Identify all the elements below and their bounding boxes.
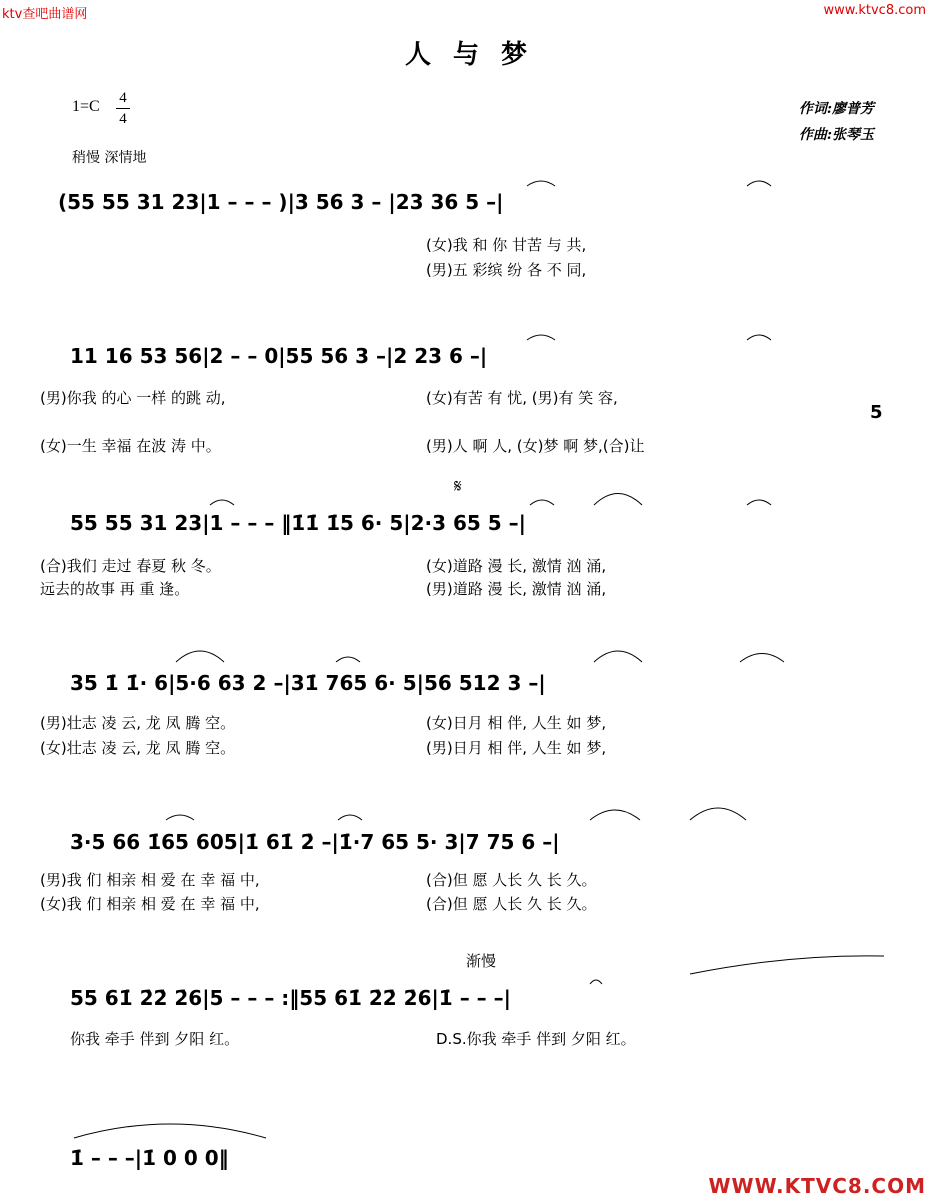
row4-lyric-right-2: (男)日月 相 伴, 人生 如 梦, <box>426 739 607 757</box>
row6-lyric-right-1: D.S.你我 牵手 伴到 夕阳 红。 <box>436 1030 636 1048</box>
row5-lyric-right-1: (合)但 愿 人长 久 长 久。 <box>426 871 597 889</box>
slur <box>336 657 360 662</box>
row6-notes: 55 61̇ 2̇2̇ 2̇6|5 – – – :‖55 61̇ 2̇2̇ 2̇6|1̇ – – –| <box>70 986 511 1010</box>
row5-lyric-1: (男)我 们 相亲 相 爱 在 幸 福 中, <box>40 871 260 889</box>
row4-lyric-2: (女)壮志 凌 云, 龙 凤 腾 空。 <box>40 739 236 757</box>
time-top: 4 <box>119 90 127 106</box>
composer-credit: 作曲:张琴玉 <box>798 127 874 143</box>
slur <box>690 808 746 820</box>
slur <box>527 181 555 186</box>
row3-lyric-2: 远去的故事 再 重 逢。 <box>40 580 190 598</box>
key-signature: 1=C <box>72 98 100 115</box>
row2-lyric-2: (女)一生 幸福 在波 涛 中。 <box>40 437 221 455</box>
row3-lyric-right-1: (女)道路 漫 长, 激情 汹 涌, <box>426 557 607 575</box>
fermata <box>590 980 602 984</box>
song-title: 人与梦 <box>404 40 549 70</box>
ritardando-mark: 渐慢 <box>466 952 497 970</box>
row2-notes: 11 16 53 56|2 – – 0|55 56 3 –|2 23 6 –| <box>70 344 488 368</box>
slur <box>530 500 554 505</box>
row2-lyric-right-2: (男)人 啊 人, (女)梦 啊 梦,(合)让 <box>426 437 645 455</box>
slur <box>747 335 771 340</box>
slur <box>594 651 642 662</box>
slur <box>338 815 362 820</box>
row5-lyric-right-2: (合)但 愿 人长 久 长 久。 <box>426 895 597 913</box>
tempo-marking: 稍慢 深情地 <box>72 150 147 166</box>
row4-lyric-1: (男)壮志 凌 云, 龙 凤 腾 空。 <box>40 714 236 732</box>
slur <box>594 494 642 506</box>
slur <box>690 956 884 974</box>
row7-notes: 1̇ – – –|1̇ 0 0 0‖ <box>70 1146 229 1170</box>
site-label-left: ktv查吧曲谱网 <box>2 7 88 22</box>
row6-lyric-1: 你我 牵手 伴到 夕阳 红。 <box>70 1030 240 1048</box>
slur <box>590 810 640 820</box>
time-bottom: 4 <box>119 111 127 127</box>
slur <box>74 1124 266 1138</box>
row3-notes: 55 55 31 23|1 – – – ‖1̇1̇ 1̇5 6· 5|2·3 65 5 –| <box>70 511 526 535</box>
slur <box>527 335 555 340</box>
row1-lyric-2: (男)五 彩缤 纷 各 不 同, <box>426 261 587 279</box>
row3-lyric-1: (合)我们 走过 春夏 秋 冬。 <box>40 557 221 575</box>
watermark: WWW.KTVC8.COM <box>708 1174 926 1198</box>
slur <box>747 181 771 186</box>
row5-lyric-2: (女)我 们 相亲 相 爱 在 幸 福 中, <box>40 895 260 913</box>
slur <box>176 651 224 662</box>
segno-mark: 𝄋 <box>454 476 462 497</box>
row5-notes: 3·5 66 1̇65 605|1̇ 61̇ 2̇ –|1̇·7 65 5· 3|7 75 6 –| <box>70 830 560 854</box>
slur <box>747 500 771 505</box>
row2-lyric-right-1: (女)有苦 有 忧, (男)有 笑 容, <box>426 389 618 407</box>
row3-lyric-right-2: (男)道路 漫 长, 激情 汹 涌, <box>426 580 607 598</box>
slur <box>166 815 194 820</box>
row2-lyric-1: (男)你我 的心 一样 的跳 动, <box>40 389 226 407</box>
lyricist-credit: 作词:廖普芳 <box>798 101 874 117</box>
row4-notes: 35 1̇ 1̇· 6|5·6 63 2 –|31̇ 765 6· 5|56 512 3 –| <box>70 671 546 695</box>
site-label-right: www.ktvc8.com <box>823 3 926 18</box>
row1-notes: (55 55 31 23|1 – – – )|3 56 3 – |23 36 5 –| <box>58 190 504 214</box>
row4-lyric-right-1: (女)日月 相 伴, 人生 如 梦, <box>426 714 607 732</box>
slur <box>210 500 234 505</box>
slur <box>740 654 784 663</box>
pickup-note: 5 <box>870 402 883 423</box>
row1-lyric-1: (女)我 和 你 甘苦 与 共, <box>426 236 587 254</box>
